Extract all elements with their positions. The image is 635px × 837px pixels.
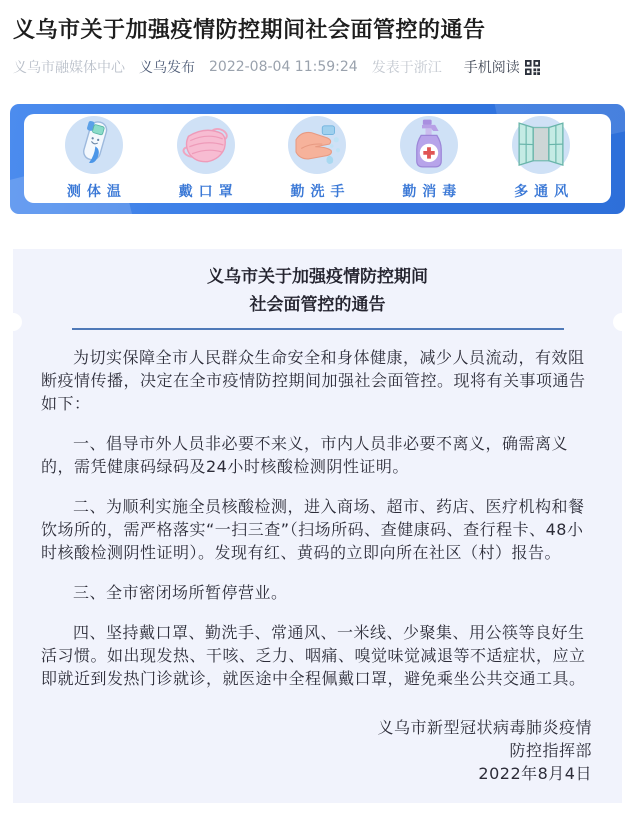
media-center-label: 义乌市融媒体中心 <box>13 57 125 77</box>
title-divider <box>72 328 564 330</box>
notice-paragraph: 为切实保障全市人民群众生命安全和身体健康，减少人员流动，有效阻断疫情传播，决定在全市疫情防控期间加强社会面管控。现将有关事项通告如下： <box>41 346 594 415</box>
notice-paragraph: 二、为顺利实施全员核酸检测，进入商场、超市、药店、医疗机构和餐饮场所的，需严格落实“一扫三查”（扫场所码、查健康码、查行程卡、48小时核酸检测阴性证明）。发现有红、黄码的立即向所在社区（村）报告。 <box>41 495 594 564</box>
notice-paragraph: 三、全市密闭场所暂停营业。 <box>41 581 594 604</box>
notice-title-line1: 义乌市关于加强疫情防控期间 <box>41 263 594 291</box>
hand-washing-icon <box>288 116 346 174</box>
banner-item-ventilate <box>491 116 591 201</box>
banner-item-temperature <box>44 116 144 201</box>
publish-location: 发表于浙江 <box>372 57 442 77</box>
banner-label-mask: 戴口罩 <box>179 181 239 201</box>
signature-org-line1: 义乌市新型冠状病毒肺炎疫情 <box>41 716 592 739</box>
notice-paragraph: 一、倡导市外人员非必要不来义，市内人员非必要不离义，确需离义的，需凭健康码绿码及24小时核酸检测阴性证明。 <box>41 432 594 478</box>
ticket-notch-right <box>613 313 631 331</box>
prevention-banner-panel <box>24 114 611 203</box>
mobile-read-button[interactable] <box>464 57 540 77</box>
qr-code-icon <box>525 60 540 75</box>
banner-label-wash-hands: 勤洗手 <box>290 181 350 201</box>
face-mask-icon <box>177 116 235 174</box>
ticket-notch-left <box>4 313 22 331</box>
banner-item-disinfect <box>379 116 479 201</box>
notice-title <box>41 263 594 319</box>
page-title: 义乌市关于加强疫情防控期间社会面管控的通告 <box>13 16 621 46</box>
notice-title-line2: 社会面管控的通告 <box>41 291 594 319</box>
open-window-icon <box>512 116 570 174</box>
thermometer-gun-icon <box>65 116 123 174</box>
banner-label-temperature: 测体温 <box>67 181 127 201</box>
account-name-link[interactable]: 义乌发布 <box>139 57 195 77</box>
article-meta <box>13 57 621 77</box>
signature-org-line2: 防控指挥部 <box>41 739 592 762</box>
mobile-read-label: 手机阅读 <box>464 57 520 77</box>
prevention-banner <box>10 104 625 214</box>
banner-label-ventilate: 多通风 <box>514 181 574 201</box>
notice-card <box>13 249 622 803</box>
notice-body <box>41 346 594 690</box>
banner-item-mask <box>156 116 256 201</box>
publish-timestamp: 2022-08-04 11:59:24 <box>209 59 358 75</box>
banner-label-disinfect: 勤消毒 <box>402 181 462 201</box>
disinfectant-spray-icon <box>400 116 458 174</box>
banner-item-wash-hands <box>267 116 367 201</box>
notice-signature <box>41 716 594 785</box>
notice-paragraph: 四、坚持戴口罩、勤洗手、常通风、一米线、少聚集、用公筷等良好生活习惯。如出现发热、干咳、乏力、咽痛、嗅觉味觉减退等不适症状，应立即就近到发热门诊就诊，就医途中全程佩戴口罩，避免乘坐公共交通工具。 <box>41 621 594 690</box>
signature-date: 2022年8月4日 <box>41 762 592 785</box>
